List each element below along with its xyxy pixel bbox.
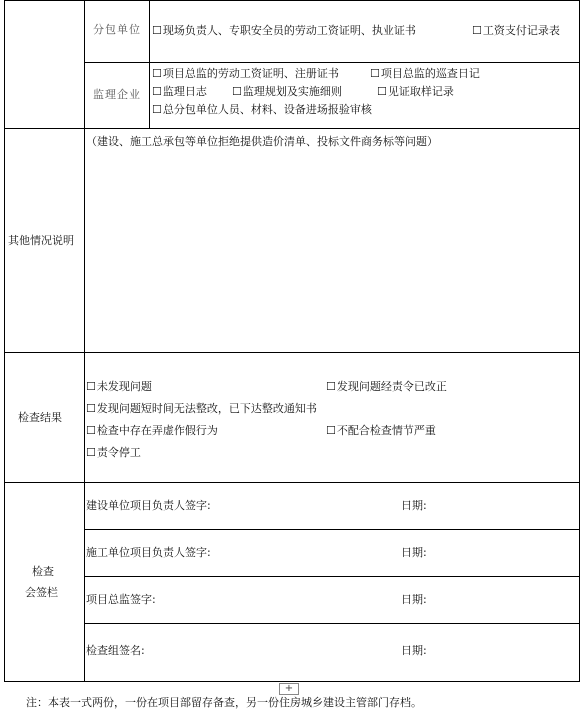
col-divider-2 bbox=[149, 0, 150, 128]
table-border-bottom bbox=[4, 681, 580, 682]
date-label-3: 日期: bbox=[401, 593, 427, 606]
date-label-4: 日期: bbox=[401, 644, 427, 657]
row-divider-result bbox=[4, 352, 580, 353]
footer-note: 注：本表一式两份，一份在项目部留存备查，另一份住房城乡建设主管部门存档。 bbox=[26, 696, 422, 709]
sign-field-contractor[interactable]: 施工单位项目负责人签字: bbox=[86, 546, 211, 559]
date-label-2: 日期: bbox=[401, 546, 427, 559]
row-divider-other bbox=[4, 128, 580, 129]
other-label: 其他情况说明 bbox=[8, 234, 74, 247]
date-label-1: 日期: bbox=[401, 499, 427, 512]
result-option-corrected[interactable]: ☐ 发现问题经责令已改正 bbox=[326, 380, 447, 394]
supervisor-label: 监理企业 bbox=[93, 88, 141, 101]
table-border-left bbox=[4, 0, 5, 682]
row-divider-sign-2 bbox=[84, 576, 580, 577]
sign-field-chief-supervisor[interactable]: 项目总监签字: bbox=[86, 593, 156, 606]
subcontractor-checkbox-2[interactable]: ☐ 工资支付记录表 bbox=[472, 24, 560, 38]
subcontractor-label: 分包单位 bbox=[93, 23, 141, 36]
result-option-notice-issued[interactable]: ☐ 发现问题短时间无法整改，已下达整改通知书 bbox=[86, 402, 317, 416]
supervisor-checkbox-4[interactable]: ☐ 监理规划及实施细则 bbox=[232, 85, 342, 99]
table-insert-row-handle[interactable]: + bbox=[279, 683, 299, 695]
other-note: （建设、施工总承包等单位拒绝提供造价清单、投标文件商务标等问题） bbox=[86, 135, 438, 148]
row-divider-sign-3 bbox=[84, 623, 580, 624]
result-option-stop-work[interactable]: ☐ 责令停工 bbox=[86, 446, 141, 460]
signoff-label-line2: 会签栏 bbox=[25, 586, 58, 599]
sign-field-inspection-team[interactable]: 检查组签名: bbox=[86, 644, 145, 657]
supervisor-checkbox-6[interactable]: ☐ 总分包单位人员、材料、设备进场报验审核 bbox=[152, 103, 372, 117]
result-option-uncooperative[interactable]: ☐ 不配合检查情节严重 bbox=[326, 424, 436, 438]
row-divider-signoff bbox=[4, 482, 580, 483]
row-divider-sign-1 bbox=[84, 529, 580, 530]
result-option-no-issue[interactable]: ☐ 未发现问题 bbox=[86, 380, 152, 394]
result-option-fraud[interactable]: ☐ 检查中存在弄虚作假行为 bbox=[86, 424, 218, 438]
col-divider-1 bbox=[84, 0, 85, 682]
row-divider-sub bbox=[84, 62, 580, 63]
subcontractor-checkbox-1[interactable]: ☐ 现场负责人、专职安全员的劳动工资证明、执业证书 bbox=[152, 24, 416, 38]
sign-field-construction-owner[interactable]: 建设单位项目负责人签字: bbox=[86, 499, 211, 512]
table-border-right bbox=[579, 0, 580, 682]
result-label: 检查结果 bbox=[18, 411, 62, 424]
supervisor-checkbox-3[interactable]: ☐ 监理日志 bbox=[152, 85, 207, 99]
signoff-label-line1: 检查 bbox=[32, 565, 54, 578]
supervisor-checkbox-2[interactable]: ☐ 项目总监的巡查日记 bbox=[370, 67, 480, 81]
table-border-top bbox=[4, 0, 580, 1]
supervisor-checkbox-5[interactable]: ☐ 见证取样记录 bbox=[377, 85, 454, 99]
supervisor-checkbox-1[interactable]: ☐ 项目总监的劳动工资证明、注册证书 bbox=[152, 67, 339, 81]
